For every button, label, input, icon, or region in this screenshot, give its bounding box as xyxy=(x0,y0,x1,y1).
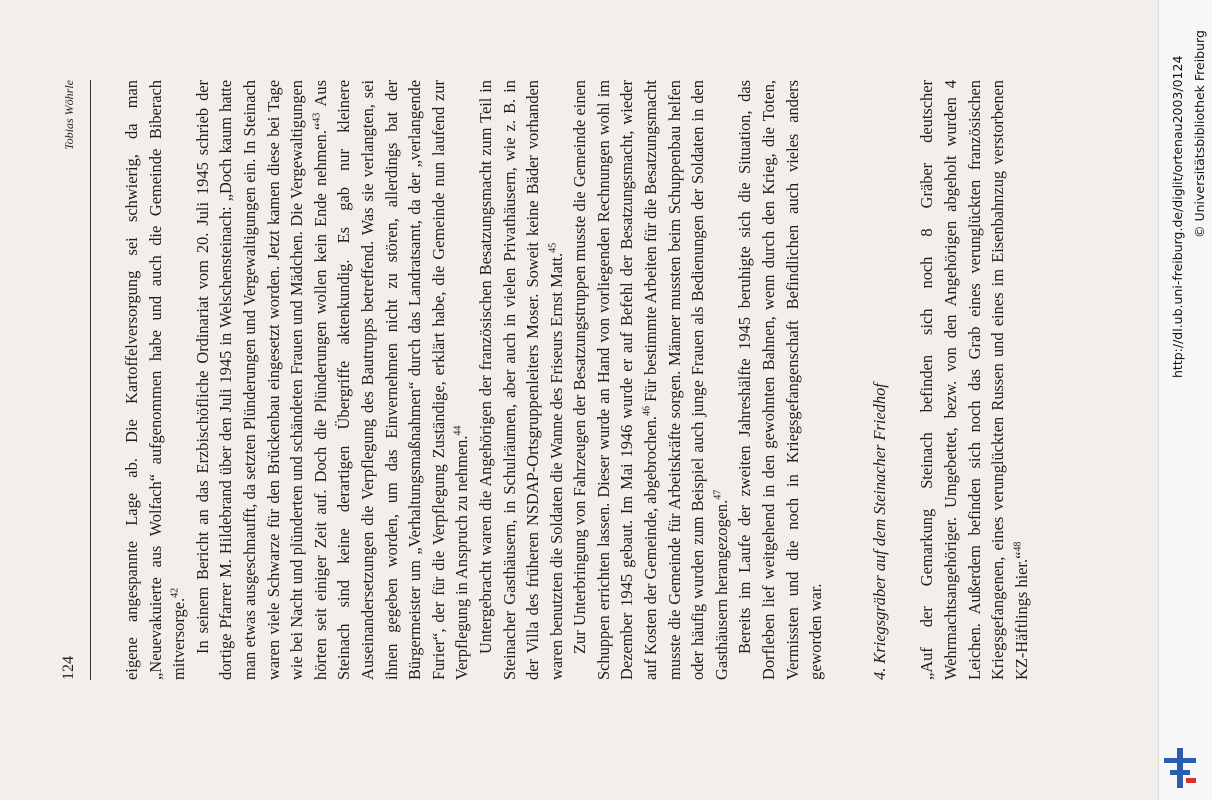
footnote-ref: 48 xyxy=(1012,541,1024,552)
footnote-ref: 43 xyxy=(311,112,323,123)
section-heading: 4. Kriegsgräber auf dem Steinacher Friedhof xyxy=(869,383,889,680)
footnote-ref: 47 xyxy=(712,489,724,500)
footnote-ref: 45 xyxy=(547,242,559,253)
paragraph: Zur Unterbringung von Fahrzeugen der Besatzungstruppen musste die Gemeinde einen Schuppen errichten lassen. Dieser wurde an Hand von vorliegenden Rechnungen wohl im Dezember 1945 gebaut. Im Mai 1946 wurde er auf Befehl der Besatzungsmacht, wieder auf Kosten der Gemeinde, abgebrochen.$^{46}$ Für bestimmte Arbeiten für die Besatzungsmacht musste die Gemeinde für Arbeitskräfte sorgen. Männer mussten beim Schuppenbau helfen oder häufig wurden zum Beispiel auch junge Frauen als Bedienungen der Soldaten in den Gasthäusern herangezogen.$^{47}$ xyxy=(570,80,731,680)
footnote-ref: 42 xyxy=(169,587,181,598)
source-url[interactable]: http://dl.ub.uni-freiburg.de/diglit/ortenau2003/0124 xyxy=(1170,55,1185,378)
paragraph: Bereits im Laufe der zweiten Jahreshälfte 1945 beruhigte sich die Situation, das Dorfleben lief weitgehend in den gewohnten Bahnen, wenn durch den Krieg, die Toten, Vermissten und die noch in Kriegsgefangenschaft Befindlichen auch vieles anders geworden war. xyxy=(735,80,826,680)
ub-freiburg-logo-icon xyxy=(1160,746,1200,790)
paragraph: In seinem Bericht an das Erzbischöfliche Ordinariat vom 20. Juli 1945 schrieb der dortige Pfarrer M. Hildebrand über den Juli 1945 in Welschensteinach: „Doch kaum hatte man etwas ausgeschnaufft, da setzten Plünderungen und Vergewaltigungen ein. In Steinach waren viele Schwarze für den Brückenbau eingesetzt worden. Jetzt kamen diese bei Tage wie bei Nacht und plünderten und schändeten Frauen und Mädchen. Die Vergewaltigungen hörten seit einiger Zeit auf. Doch die Plünderungen wollen kein Ende nehmen.“$^{43}$ Aus Steinach sind keine derartigen Übergriffe aktenkundig. Es gab nur kleinere Auseinandersetzungen die Verpflegung des Bautrupps betreffend. Was sie verlangten, sei ihnen gegeben worden, um das Einvernehmen nicht zu stören, allerdings bat der Bürgermeister um „Verhaltungsmaßnahmen“ durch das Landratsamt, da der „verlangende Furier“, der für die Verpflegung Zuständige, erklärt habe, die Gemeinde nun laufend zur Verpflegung in Anspruch zu nehmen.$^{44}$ xyxy=(192,80,472,680)
paragraph: Untergebracht waren die Angehörigen der französischen Besatzungsmacht zum Teil in Steinacher Gasthäusern, in Schulräumen, aber auch in vielen Privathäusern, wie z. B. in der Villa des früheren NSDAP-Ortsgruppenleiters Moser. Soweit keine Bäder vorhanden waren benutzten die Soldaten die Wanne des Friseurs Ernst Matt.$^{45}$ xyxy=(475,80,566,680)
page-number: 124 xyxy=(60,656,77,680)
running-header-author: Tobias Wöhrle xyxy=(62,80,76,150)
footnote-ref: 44 xyxy=(452,425,464,436)
paragraph: „Auf der Gemarkung Steinach befinden sich noch 8 Gräber deutscher Wehrmachtsangehöriger. Umgebettet, bezw. von den Angehörigen abgeholt wurden 4 Leichen. Außerdem befinden sich noch das Grab eines verunglückten französischen Kriegsgefangenen, eines verunglückten Russen und eines im Eisenbahnzug verstorbenen KZ-Häftlings hier.“$^{48}$ xyxy=(917,80,1031,680)
footnote-ref: 46 xyxy=(641,405,653,416)
running-header xyxy=(60,80,91,680)
body-text xyxy=(120,80,1033,680)
copyright-notice: © Universitätsbibliothek Freiburg xyxy=(1192,30,1207,238)
paragraph: eigene angespannte Lage ab. Die Kartoffelversorgung sei schwierig, da man „Neuevakuierte aus Wolfach“ aufgenommen habe und auch die Gemeinde Biberach mitversorge.$^{42}$ xyxy=(122,80,189,680)
